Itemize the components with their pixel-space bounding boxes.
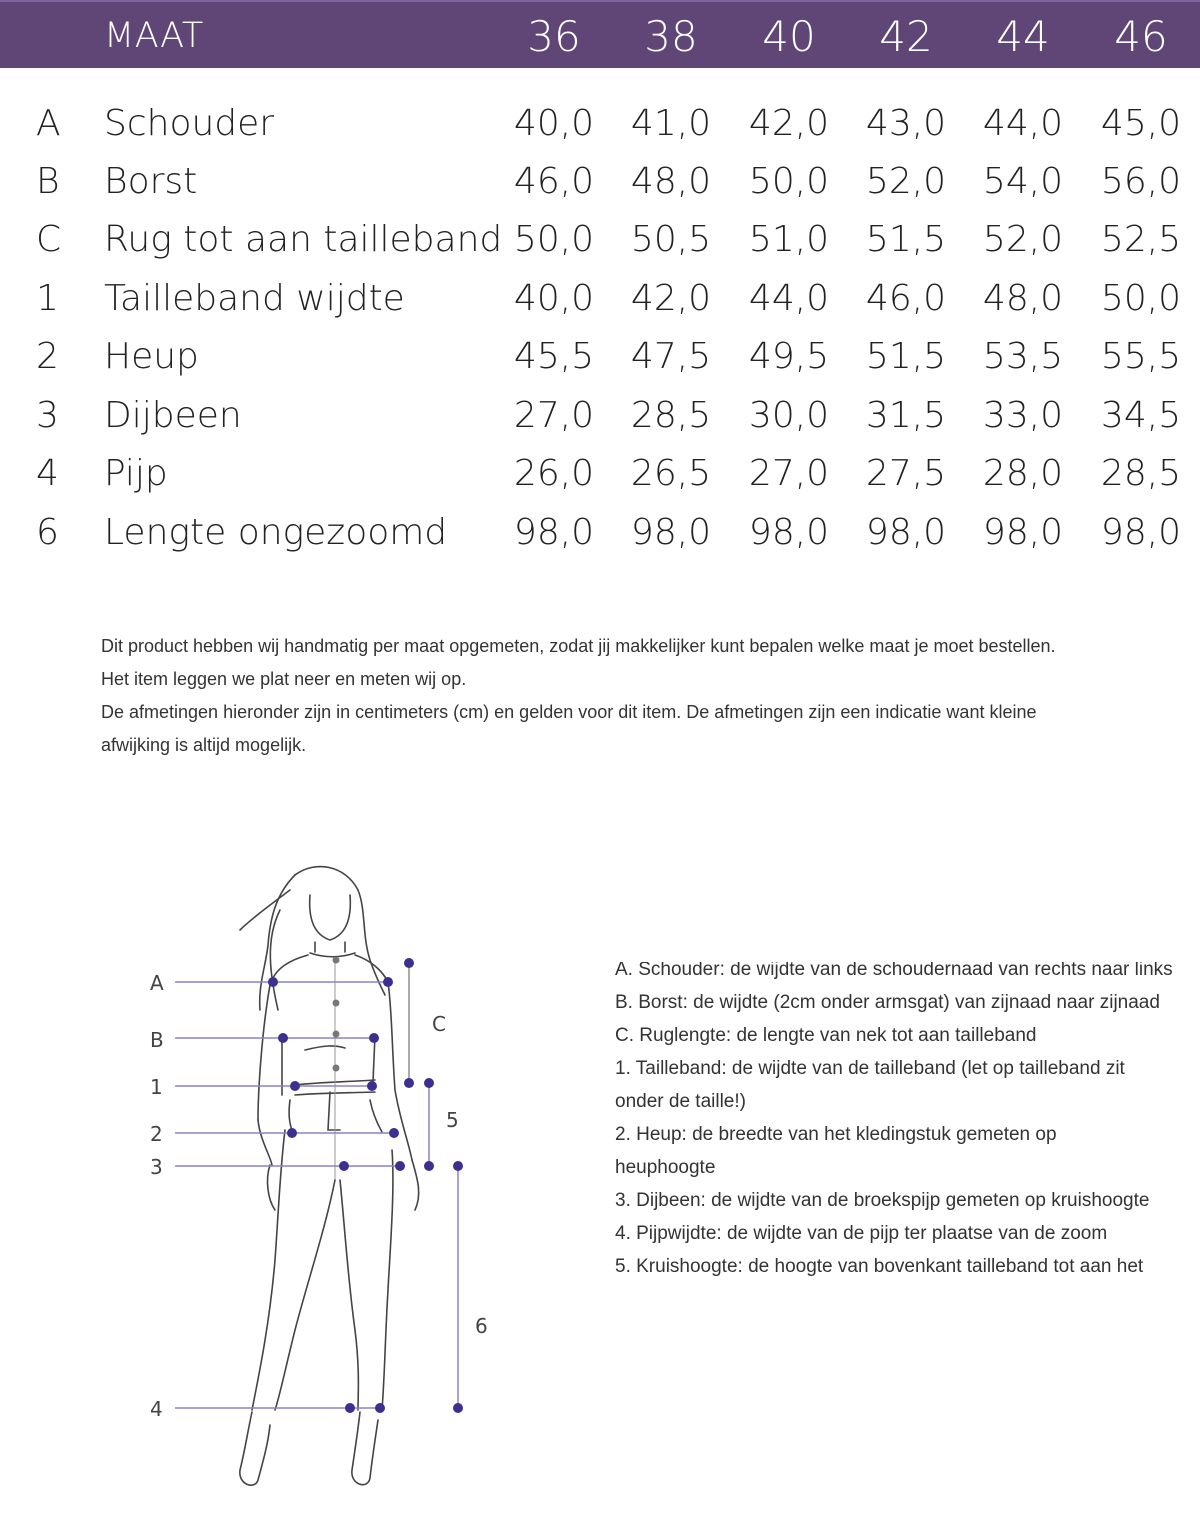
row-code: B bbox=[36, 161, 60, 202]
row-value: 52,0 bbox=[865, 161, 947, 202]
table-row bbox=[0, 219, 1200, 277]
row-value: 45,0 bbox=[1100, 103, 1182, 144]
row-value: 28,5 bbox=[1100, 453, 1182, 494]
row-value: 50,0 bbox=[1100, 278, 1182, 319]
row-name: Pijp bbox=[104, 453, 168, 494]
row-value: 26,0 bbox=[513, 453, 595, 494]
row-value: 41,0 bbox=[630, 103, 712, 144]
table-row bbox=[0, 512, 1200, 570]
table-row bbox=[0, 395, 1200, 453]
row-name: Tailleband wijdte bbox=[104, 278, 405, 319]
row-value: 98,0 bbox=[630, 512, 712, 553]
row-value: 34,5 bbox=[1100, 395, 1182, 436]
measurement-legend[interactable] bbox=[615, 962, 1200, 1308]
legend-item: 2. Heup: de breedte van het kledingstuk gemeten op heuphoogte bbox=[615, 1124, 1057, 1178]
label-B: B bbox=[150, 1028, 164, 1052]
table-row bbox=[0, 278, 1200, 336]
intro-line: Het item leggen we plat neer en meten wij op. bbox=[101, 669, 467, 689]
row-value: 46,0 bbox=[513, 161, 595, 202]
size-header-42: 42 bbox=[879, 12, 933, 61]
row-value: 46,0 bbox=[865, 278, 947, 319]
row-value: 98,0 bbox=[1100, 512, 1182, 553]
row-value: 28,0 bbox=[982, 453, 1064, 494]
measurement-lines bbox=[175, 963, 458, 1408]
row-value: 98,0 bbox=[982, 512, 1064, 553]
label-1: 1 bbox=[150, 1075, 163, 1099]
row-value: 98,0 bbox=[865, 512, 947, 553]
row-name: Rug tot aan tailleband bbox=[104, 219, 503, 260]
legend-item: 3. Dijbeen: de wijdte van de broekspijp gemeten op kruishoogte bbox=[615, 1190, 1150, 1211]
row-name: Schouder bbox=[104, 103, 275, 144]
row-value: 40,0 bbox=[513, 278, 595, 319]
row-code: 2 bbox=[36, 336, 59, 377]
intro-line: Dit product hebben wij handmatig per maat opgemeten, zodat jij makkelijker kunt bepalen welke maat je moet bestellen. bbox=[101, 636, 1056, 656]
row-value: 31,5 bbox=[865, 395, 947, 436]
row-value: 47,5 bbox=[630, 336, 712, 377]
row-value: 53,5 bbox=[982, 336, 1064, 377]
row-value: 45,5 bbox=[513, 336, 595, 377]
row-value: 51,5 bbox=[865, 219, 947, 260]
row-value: 48,0 bbox=[630, 161, 712, 202]
row-value: 44,0 bbox=[748, 278, 830, 319]
blouse-buttons bbox=[333, 957, 340, 1072]
legend-item: A. Schouder: de wijdte van de schoudernaad van rechts naar links bbox=[615, 962, 1173, 980]
size-header-label: MAAT bbox=[104, 16, 204, 56]
row-value: 50,0 bbox=[748, 161, 830, 202]
row-value: 51,5 bbox=[865, 336, 947, 377]
table-row bbox=[0, 453, 1200, 511]
measurement-intro bbox=[101, 630, 1081, 762]
row-name: Borst bbox=[104, 161, 198, 202]
row-value: 54,0 bbox=[982, 161, 1064, 202]
size-header-bar bbox=[0, 0, 1200, 68]
row-code: 4 bbox=[36, 453, 59, 494]
row-value: 52,0 bbox=[982, 219, 1064, 260]
size-header-44: 44 bbox=[996, 12, 1050, 61]
row-value: 50,0 bbox=[513, 219, 595, 260]
label-3: 3 bbox=[150, 1155, 163, 1179]
legend-content bbox=[615, 962, 1200, 1283]
row-value: 98,0 bbox=[513, 512, 595, 553]
row-value: 27,0 bbox=[513, 395, 595, 436]
row-value: 28,5 bbox=[630, 395, 712, 436]
row-value: 40,0 bbox=[513, 103, 595, 144]
row-value: 51,0 bbox=[748, 219, 830, 260]
size-header-38: 38 bbox=[644, 12, 698, 61]
row-code: C bbox=[36, 219, 62, 260]
intro-line: De afmetingen hieronder zijn in centimeters (cm) en gelden voor dit item. De afmetingen zijn een indicatie want kleine afwijking is altijd mogelijk. bbox=[101, 702, 1037, 755]
row-value: 50,5 bbox=[630, 219, 712, 260]
row-value: 30,0 bbox=[748, 395, 830, 436]
row-value: 55,5 bbox=[1100, 336, 1182, 377]
label-2: 2 bbox=[150, 1122, 163, 1146]
row-code: A bbox=[36, 103, 61, 144]
row-value: 56,0 bbox=[1100, 161, 1182, 202]
row-value: 43,0 bbox=[865, 103, 947, 144]
size-header-46: 46 bbox=[1114, 12, 1168, 61]
row-value: 52,5 bbox=[1100, 219, 1182, 260]
size-header-40: 40 bbox=[762, 12, 816, 61]
row-code: 3 bbox=[36, 395, 59, 436]
label-A: A bbox=[150, 971, 164, 995]
label-5: 5 bbox=[446, 1108, 459, 1132]
row-value: 98,0 bbox=[748, 512, 830, 553]
legend-item: B. Borst: de wijdte (2cm onder armsgat) van zijnaad naar zijnaad bbox=[615, 992, 1160, 1013]
row-value: 33,0 bbox=[982, 395, 1064, 436]
woman-figure-illustration bbox=[130, 850, 510, 1513]
row-value: 26,5 bbox=[630, 453, 712, 494]
row-value: 49,5 bbox=[748, 336, 830, 377]
row-name: Heup bbox=[104, 336, 199, 377]
row-code: 1 bbox=[36, 278, 59, 319]
label-4: 4 bbox=[150, 1397, 163, 1421]
row-value: 42,0 bbox=[630, 278, 712, 319]
row-value: 48,0 bbox=[982, 278, 1064, 319]
row-name: Dijbeen bbox=[104, 395, 242, 436]
figure-sketch bbox=[240, 867, 419, 1486]
row-value: 42,0 bbox=[748, 103, 830, 144]
legend-item: 4. Pijpwijdte: de wijdte van de pijp ter plaatse van de zoom bbox=[615, 1223, 1108, 1244]
row-value: 27,0 bbox=[748, 453, 830, 494]
measurement-figure bbox=[130, 850, 510, 1513]
table-row bbox=[0, 161, 1200, 219]
label-C: C bbox=[432, 1012, 446, 1036]
legend-item: C. Ruglengte: de lengte van nek tot aan tailleband bbox=[615, 1025, 1037, 1046]
size-header-36: 36 bbox=[527, 12, 581, 61]
legend-item: 1. Tailleband: de wijdte van de tailleband (let op tailleband zit onder de taille!) bbox=[615, 1058, 1125, 1112]
legend-item: 5. Kruishoogte: de hoogte van bovenkant tailleband tot aan het bbox=[615, 1256, 1144, 1277]
row-code: 6 bbox=[36, 512, 59, 553]
row-value: 44,0 bbox=[982, 103, 1064, 144]
table-row bbox=[0, 103, 1200, 161]
label-6: 6 bbox=[475, 1314, 488, 1338]
row-value: 27,5 bbox=[865, 453, 947, 494]
table-row bbox=[0, 336, 1200, 394]
row-name: Lengte ongezoomd bbox=[104, 512, 448, 553]
